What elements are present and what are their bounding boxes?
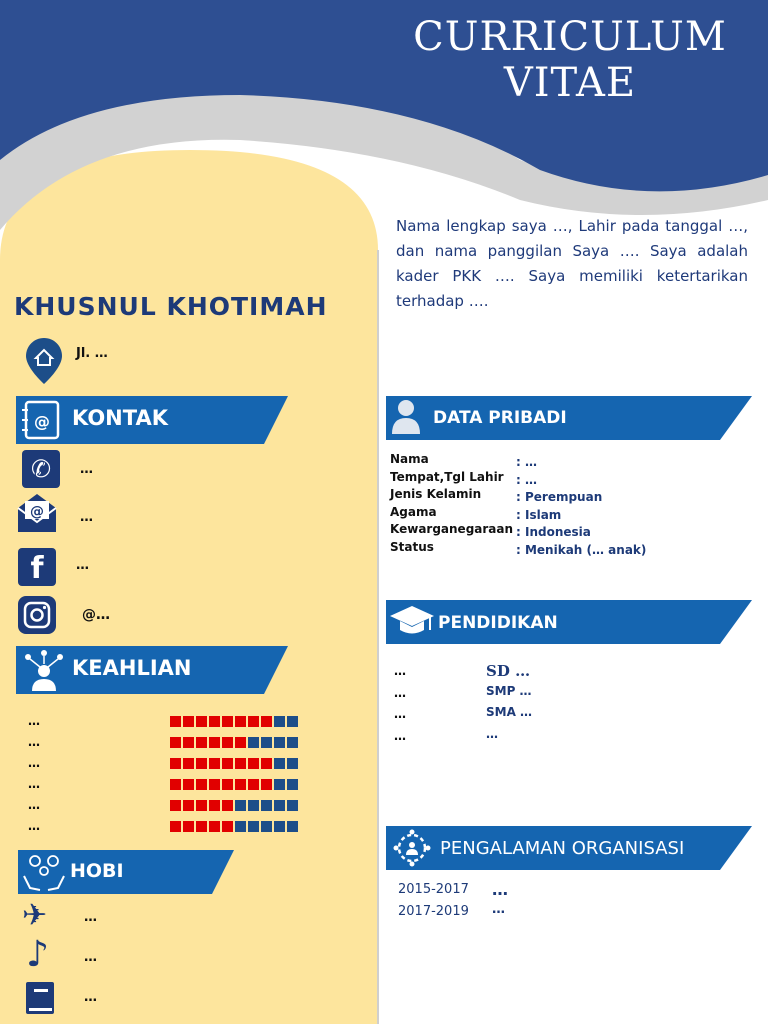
profile-name: KHUSNUL KHOTIMAH bbox=[14, 292, 328, 321]
phone-value: … bbox=[80, 462, 93, 477]
organization-name: … bbox=[492, 902, 505, 917]
skill-label: … bbox=[28, 777, 40, 791]
skill-square-empty bbox=[274, 737, 285, 748]
hobi-title: HOBI bbox=[70, 860, 124, 882]
skill-square-filled bbox=[170, 821, 181, 832]
email-value: … bbox=[80, 510, 93, 525]
skill-square-filled bbox=[170, 716, 181, 727]
skill-level-bar bbox=[170, 758, 298, 770]
skill-square-filled bbox=[196, 779, 207, 790]
organization-name: … bbox=[492, 880, 508, 899]
graduation-cap-icon bbox=[390, 604, 434, 638]
skill-square-filled bbox=[196, 737, 207, 748]
education-year: … bbox=[394, 686, 406, 700]
address-text: Jl. … bbox=[76, 346, 108, 361]
skill-square-empty bbox=[287, 758, 298, 769]
cv-title-line1: CURRICULUM bbox=[413, 14, 727, 60]
skill-square-filled bbox=[222, 779, 233, 790]
education-school: SD … bbox=[486, 662, 531, 680]
pendidikan-title: PENDIDIKAN bbox=[438, 613, 558, 633]
skill-square-filled bbox=[170, 737, 181, 748]
organization-years: 2017-2019 bbox=[398, 904, 469, 919]
skill-square-filled bbox=[235, 716, 246, 727]
cv-title bbox=[380, 14, 760, 106]
skill-square-filled bbox=[235, 737, 246, 748]
personal-field-value: : Perempuan bbox=[516, 490, 603, 505]
skill-square-filled bbox=[209, 758, 220, 769]
skill-square-filled bbox=[183, 737, 194, 748]
skill-square-filled bbox=[170, 800, 181, 811]
personal-field-label: Agama bbox=[390, 504, 437, 519]
skill-square-filled bbox=[196, 800, 207, 811]
skill-label: … bbox=[28, 714, 40, 728]
personal-field-label: Status bbox=[390, 540, 434, 554]
phone-icon: ✆ bbox=[22, 450, 60, 488]
personal-field-label: Nama bbox=[390, 452, 429, 466]
skill-square-filled bbox=[209, 800, 220, 811]
skill-square-empty bbox=[274, 821, 285, 832]
svg-text:@: @ bbox=[30, 504, 44, 520]
skill-label: … bbox=[28, 756, 40, 770]
hobby-music-value: … bbox=[84, 950, 97, 965]
skill-square-filled bbox=[222, 758, 233, 769]
personal-field-value: : Indonesia bbox=[516, 525, 591, 540]
skill-square-empty bbox=[287, 716, 298, 727]
skill-square-filled bbox=[222, 737, 233, 748]
hobby-travel-value: … bbox=[84, 910, 97, 925]
cv-title-line2: VITAE bbox=[503, 60, 637, 106]
skill-square-filled bbox=[183, 800, 194, 811]
facebook-value: … bbox=[76, 558, 89, 573]
skill-square-empty bbox=[261, 800, 272, 811]
skill-level-bar bbox=[170, 800, 298, 812]
skill-level-bar bbox=[170, 737, 298, 749]
keahlian-title: KEAHLIAN bbox=[72, 656, 192, 680]
organisasi-title: PENGALAMAN ORGANISASI bbox=[440, 838, 685, 859]
skill-square-empty bbox=[248, 800, 259, 811]
skill-square-filled bbox=[209, 737, 220, 748]
skill-square-empty bbox=[235, 821, 246, 832]
hobby-reading-value: … bbox=[84, 990, 97, 1005]
organization-network-icon bbox=[392, 828, 432, 868]
personal-field-label: Jenis Kelamin bbox=[390, 487, 482, 502]
skill-square-filled bbox=[261, 758, 272, 769]
skill-square-empty bbox=[287, 800, 298, 811]
skill-square-empty bbox=[235, 800, 246, 811]
skill-square-filled bbox=[235, 779, 246, 790]
skill-square-filled bbox=[261, 779, 272, 790]
skill-level-bar bbox=[170, 779, 298, 791]
skill-square-empty bbox=[287, 821, 298, 832]
svg-text:@: @ bbox=[34, 412, 50, 431]
skill-square-empty bbox=[261, 737, 272, 748]
skill-square-filled bbox=[209, 821, 220, 832]
skill-level-bar bbox=[170, 821, 298, 833]
personal-field-value: : … bbox=[516, 455, 537, 469]
skill-square-empty bbox=[274, 758, 285, 769]
skill-square-empty bbox=[287, 737, 298, 748]
personal-field-value: : Menikah (… anak) bbox=[516, 543, 647, 557]
skill-label: … bbox=[28, 798, 40, 812]
skill-square-filled bbox=[222, 821, 233, 832]
skill-square-filled bbox=[209, 716, 220, 727]
skill-square-empty bbox=[274, 716, 285, 727]
organization-years: 2015-2017 bbox=[398, 882, 469, 897]
user-icon bbox=[390, 398, 422, 434]
personal-field-label: Tempat,Tgl Lahir bbox=[390, 469, 504, 484]
hobbies-hands-icon bbox=[22, 852, 66, 892]
education-school: SMA … bbox=[486, 705, 533, 719]
education-year: … bbox=[394, 664, 406, 678]
facebook-icon: f bbox=[18, 548, 56, 586]
skill-square-empty bbox=[274, 800, 285, 811]
skill-square-filled bbox=[222, 800, 233, 811]
music-note-icon: ♪ bbox=[26, 934, 49, 975]
education-school: … bbox=[486, 727, 498, 741]
skill-square-empty bbox=[287, 779, 298, 790]
skill-square-filled bbox=[248, 779, 259, 790]
intro-paragraph: Nama lengkap saya …, Lahir pada tanggal …, dan nama panggilan Saya …. Saya adalah kader PKK …. Saya memiliki ketertarikan terhadap …. bbox=[396, 217, 748, 310]
kontak-title: KONTAK bbox=[72, 406, 168, 430]
skill-label: … bbox=[28, 819, 40, 833]
skill-square-filled bbox=[235, 758, 246, 769]
skill-label: … bbox=[28, 735, 40, 749]
personal-field-value: : Islam bbox=[516, 507, 562, 522]
skill-square-empty bbox=[248, 821, 259, 832]
skill-square-filled bbox=[183, 716, 194, 727]
address-book-icon bbox=[20, 400, 64, 440]
skill-square-filled bbox=[183, 758, 194, 769]
skill-square-filled bbox=[248, 758, 259, 769]
skill-square-filled bbox=[248, 716, 259, 727]
skill-square-empty bbox=[248, 737, 259, 748]
instagram-value: @… bbox=[82, 607, 110, 623]
education-year: … bbox=[394, 729, 406, 743]
skill-square-empty bbox=[261, 821, 272, 832]
book-icon bbox=[26, 982, 54, 1014]
skill-square-filled bbox=[196, 821, 207, 832]
skills-person-icon bbox=[22, 649, 66, 691]
skill-square-filled bbox=[196, 716, 207, 727]
airplane-icon: ✈ bbox=[22, 898, 48, 933]
personal-field-label: Kewarganegaraan bbox=[390, 522, 514, 537]
education-year: … bbox=[394, 707, 406, 721]
skill-square-filled bbox=[170, 758, 181, 769]
instagram-icon bbox=[18, 596, 56, 634]
data-pribadi-title: DATA PRIBADI bbox=[433, 408, 567, 428]
location-pin-icon bbox=[26, 338, 62, 384]
skill-square-filled bbox=[261, 716, 272, 727]
skill-square-filled bbox=[183, 779, 194, 790]
personal-field-value: : … bbox=[516, 472, 537, 487]
email-icon bbox=[16, 492, 58, 534]
skill-level-bar bbox=[170, 716, 298, 728]
skill-square-filled bbox=[170, 779, 181, 790]
skill-square-filled bbox=[209, 779, 220, 790]
skill-square-filled bbox=[222, 716, 233, 727]
skill-square-empty bbox=[274, 779, 285, 790]
skill-square-filled bbox=[196, 758, 207, 769]
education-school: SMP … bbox=[486, 684, 532, 698]
skill-square-filled bbox=[183, 821, 194, 832]
